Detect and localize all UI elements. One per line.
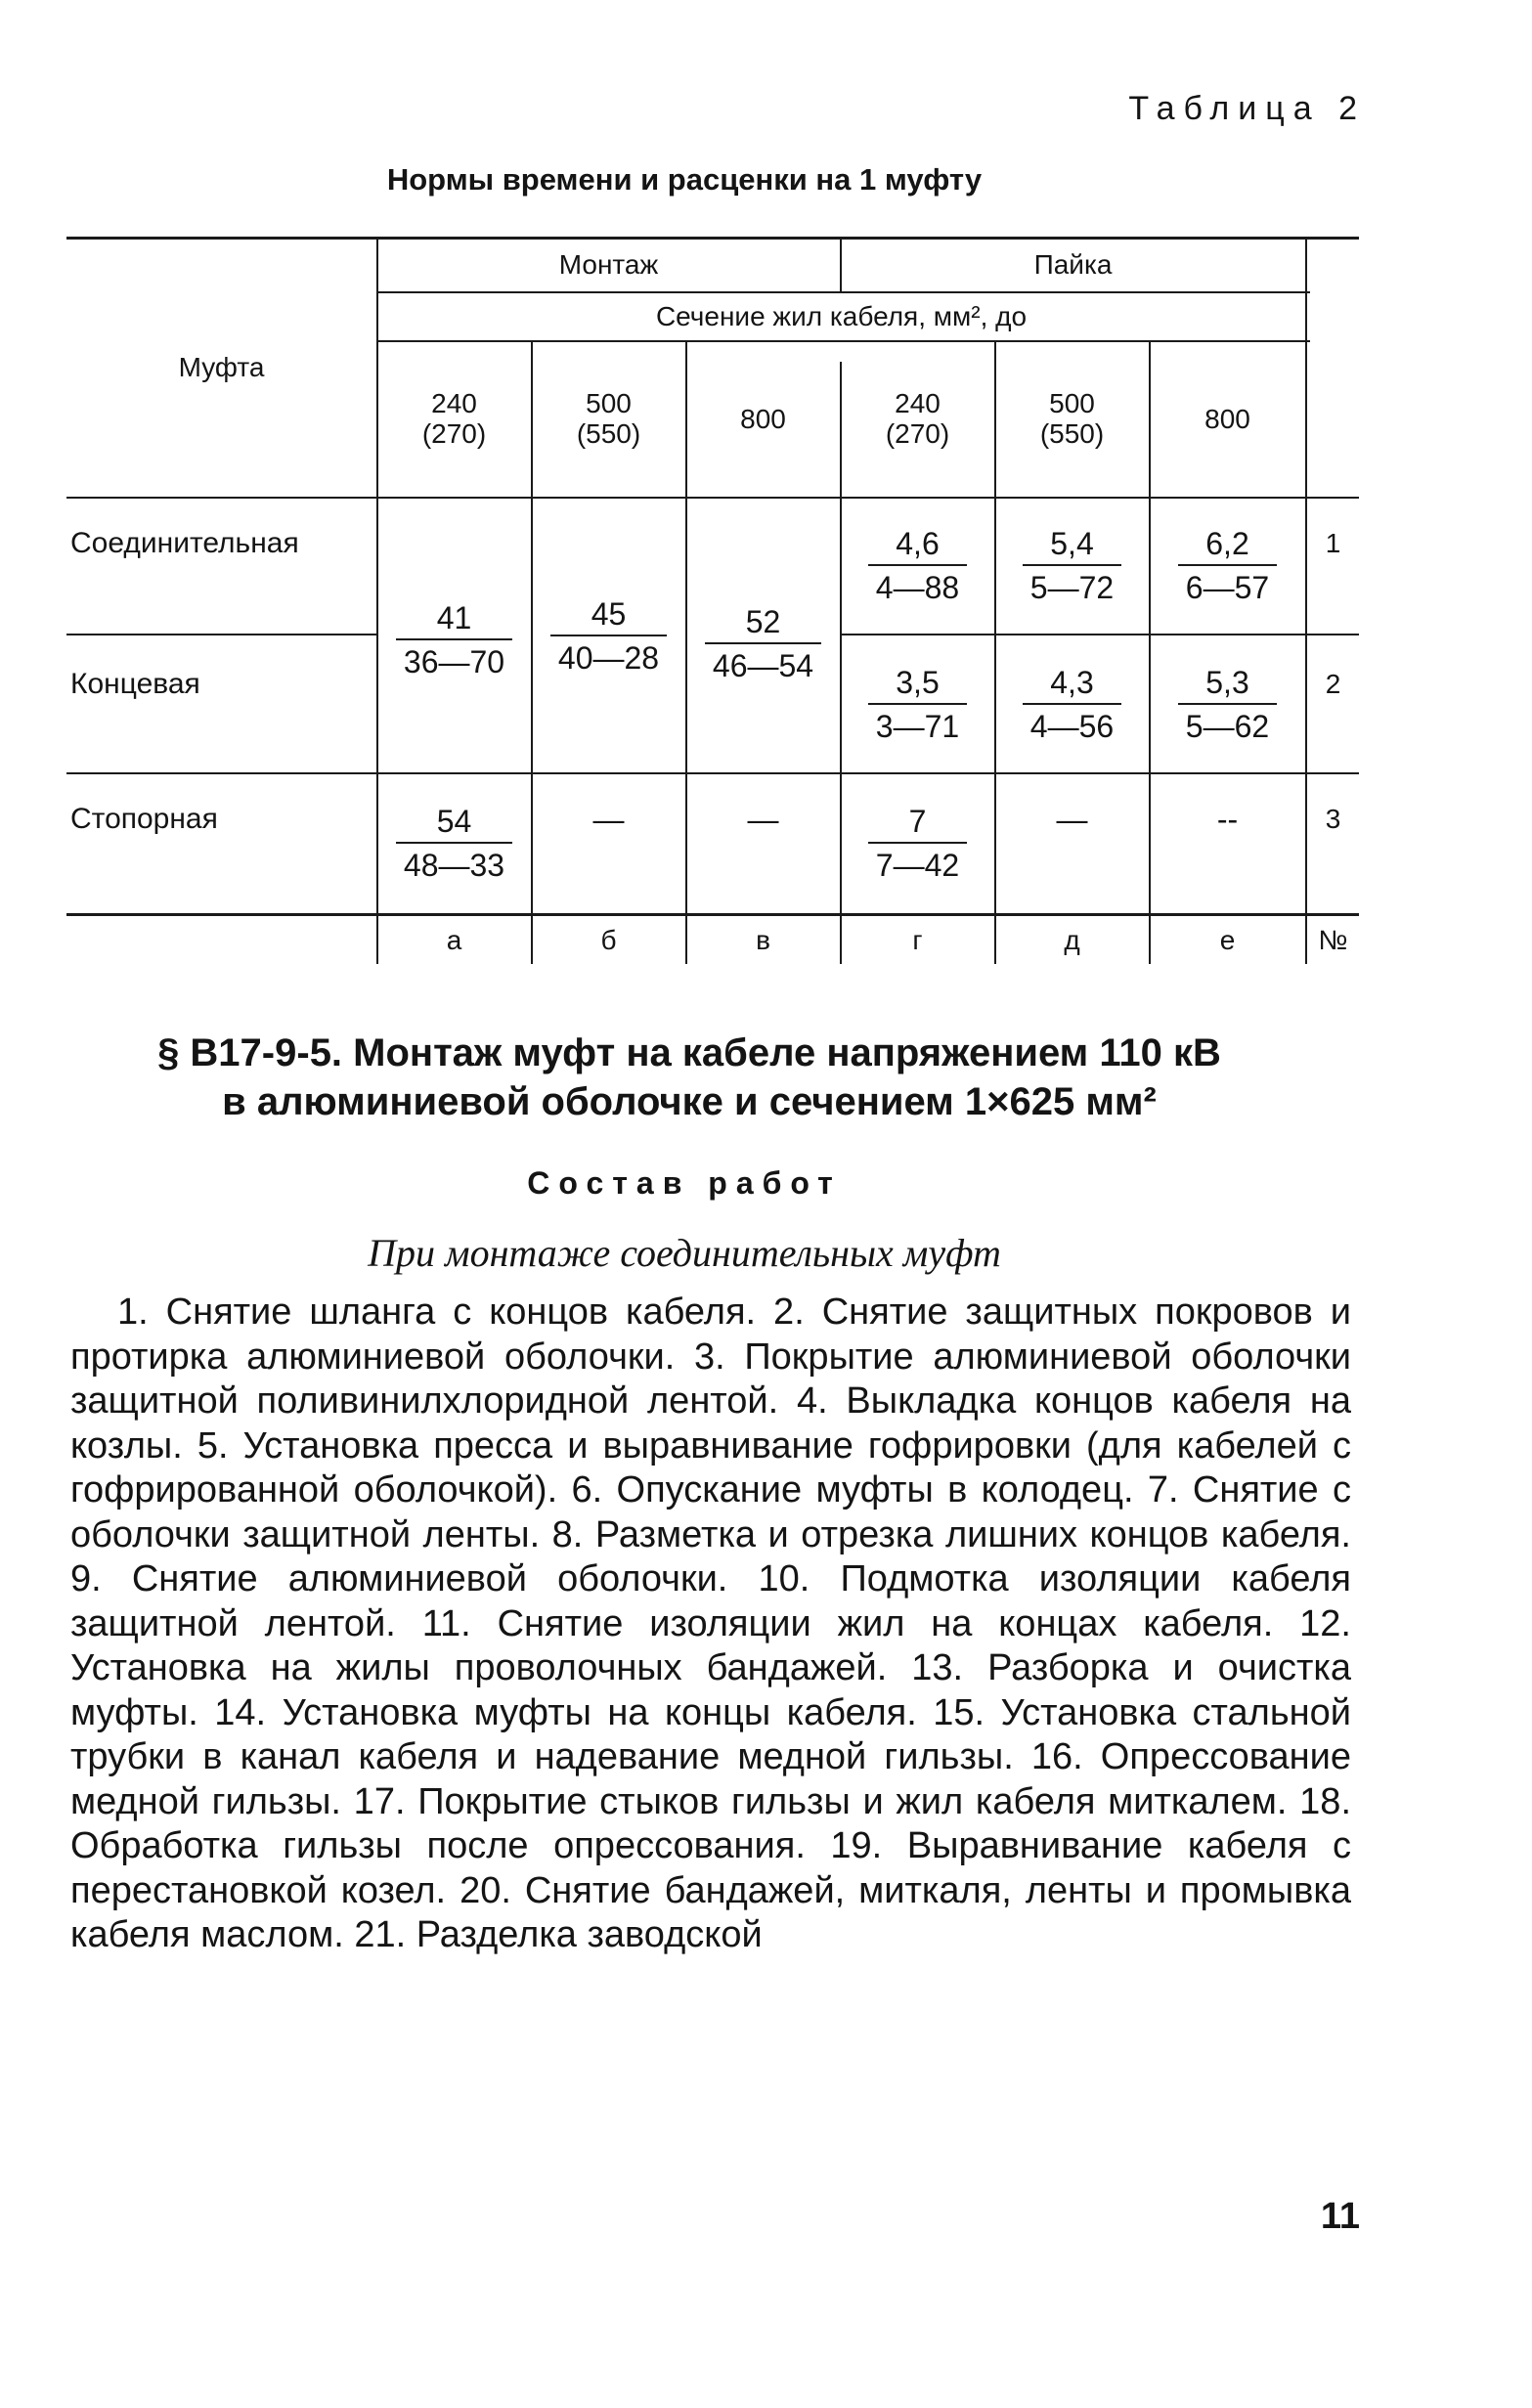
size-cell <box>995 342 1149 497</box>
rule-row3-bottom <box>66 913 1359 916</box>
row-number: 3 <box>1325 804 1341 834</box>
column-letter: е <box>1219 925 1236 955</box>
size-bottom: (550) <box>576 418 641 449</box>
table-title: Нормы времени и расценки на 1 муфту <box>386 162 983 197</box>
montazh-value <box>686 600 840 688</box>
row-number: 2 <box>1325 669 1341 699</box>
norm-time: 3,5 <box>896 665 940 700</box>
norm-time: 45 <box>591 596 627 632</box>
rate: 48—33 <box>396 842 512 884</box>
row3-value-e: -- <box>1216 801 1239 837</box>
norm-time: 41 <box>436 600 472 635</box>
size-cell <box>841 342 994 497</box>
norm-time: 54 <box>436 804 472 839</box>
norm-time: 5,3 <box>1205 665 1249 700</box>
size-bottom: (270) <box>421 418 487 449</box>
rate: 4—88 <box>868 564 967 606</box>
size-bottom: (550) <box>1039 418 1105 449</box>
size-top: 500 <box>1049 388 1095 419</box>
payka-value <box>841 661 994 749</box>
rate: 7—42 <box>868 842 967 884</box>
size-top: 500 <box>586 388 632 419</box>
size-cell <box>532 342 685 497</box>
payka-value <box>995 522 1149 610</box>
column-letter: в <box>756 925 770 955</box>
size-top: 800 <box>740 403 786 434</box>
norm-time: 6,2 <box>1205 526 1249 561</box>
norm-time: 4,3 <box>1050 665 1094 700</box>
body-paragraph: 1. Снятие шланга с концов кабеля. 2. Снятие защитных покровов и протирка алюминиевой оболочки. 3. Покрытие алюминиевой оболочки защитной поливинилхлоридной лентой. 4. Выкладка концов кабеля на козлы. 5. Установка пресса и выравнивание гофрировки (для кабелей с гофрированной оболочкой). 6. Опускание муфты в колодец. 7. Снятие с оболочки защитной ленты. 8. Разметка и отрезка лишних концов кабеля. 9. Снятие алюминиевой оболочки. 10. Подмотка изоляции кабеля защитной лентой. 11. Снятие изоляции жил на концах кабеля. 12. Установка на жилы проволочных бандажей. 13. Разборка и очистка муфты. 14. Установка муфты на концы кабеля. 15. Установка стальной трубки в канал кабеля и надевание медной гильзы. 16. Опрессование медной гильзы. 17. Покрытие стыков гильзы и жил кабеля миткалем. 18. Обработка гильзы после опрессования. 19. Выравнивание кабеля с перестановкой козел. 20. Снятие бандажей, миткаля, ленты и промывка кабеля маслом. 21. Разделка заводской <box>70 1292 1351 1955</box>
payka-value <box>1150 661 1305 749</box>
norm-time: 7 <box>908 804 927 839</box>
header-sechenie: Сечение жил кабеля, мм², до <box>655 301 1028 331</box>
column-letter: г <box>912 925 923 955</box>
section-title-line1: § В17-9-5. Монтаж муфт на кабеле напряжением 110 кВ <box>157 1031 1221 1074</box>
norm-time: 5,4 <box>1050 526 1094 561</box>
row-name: Концевая <box>70 668 200 700</box>
row-number: 1 <box>1325 528 1341 558</box>
size-cell <box>1150 342 1305 497</box>
rate: 40—28 <box>550 635 667 677</box>
norm-time: 52 <box>745 604 781 639</box>
number-sign: № <box>1318 925 1348 955</box>
payka-value <box>1150 522 1305 610</box>
subheading: При монтаже соединительных муфт <box>368 1231 1001 1275</box>
rule-row1-payka <box>841 634 1359 635</box>
payka-value <box>995 661 1149 749</box>
row3-value-d: — <box>1056 801 1088 837</box>
size-bottom: (270) <box>885 418 950 449</box>
column-letter: а <box>446 925 462 955</box>
column-letter: б <box>600 925 617 955</box>
montazh-value <box>532 592 685 680</box>
size-top: 240 <box>895 388 941 419</box>
header-montazh: Монтаж <box>558 249 659 280</box>
rate: 36—70 <box>396 638 512 680</box>
payka-value <box>841 522 994 610</box>
header-payka: Пайка <box>1033 249 1113 280</box>
row-name: Соединительная <box>70 527 299 559</box>
table-caption: Таблица 2 <box>1128 90 1366 127</box>
row3-value-v: — <box>747 801 779 837</box>
rate: 5—62 <box>1178 703 1277 745</box>
montazh-value <box>377 596 531 684</box>
row3-value-a <box>377 800 531 888</box>
column-letter: д <box>1064 925 1080 955</box>
size-cell <box>377 342 531 497</box>
rate: 46—54 <box>705 642 821 684</box>
rate: 6—57 <box>1178 564 1277 606</box>
section-title <box>59 1029 1320 1126</box>
section-title-line2: в алюминиевой оболочке и сечением 1×625 мм² <box>222 1080 1157 1123</box>
rate: 3—71 <box>868 703 967 745</box>
row3-value-b: — <box>592 801 625 837</box>
size-top: 240 <box>431 388 477 419</box>
size-top: 800 <box>1204 403 1250 434</box>
row3-value-g <box>841 800 994 888</box>
rate: 5—72 <box>1023 564 1121 606</box>
header-mufta: Муфта <box>178 352 265 382</box>
row-name: Стопорная <box>70 803 218 835</box>
sostav-heading: Состав работ <box>527 1165 842 1201</box>
norm-time: 4,6 <box>896 526 940 561</box>
page-number: 11 <box>1320 2196 1360 2237</box>
rate: 4—56 <box>1023 703 1121 745</box>
size-cell <box>686 342 840 497</box>
